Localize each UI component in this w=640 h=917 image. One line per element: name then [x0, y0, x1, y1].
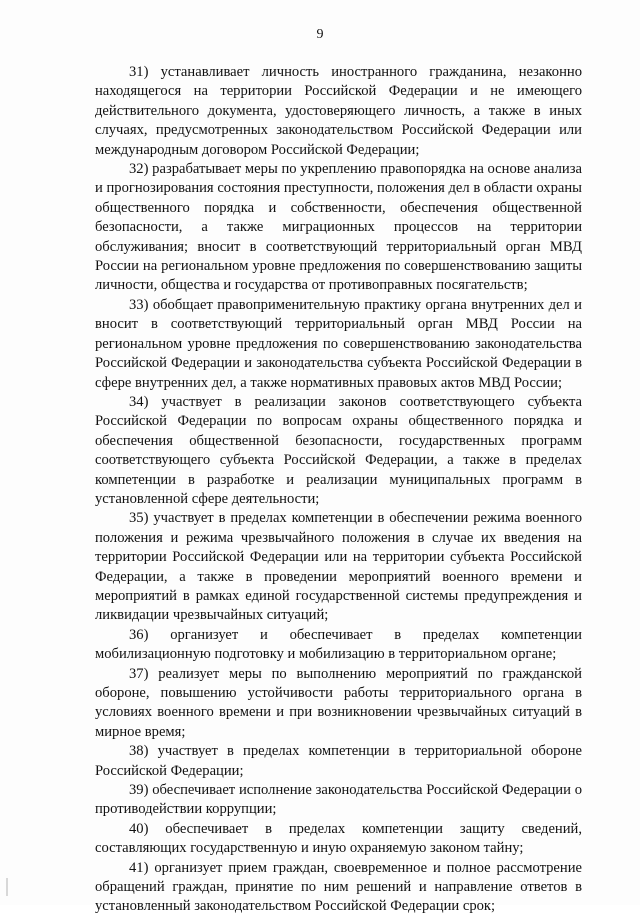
paragraph-40: 40) обеспечивает в пределах компетенции защиту сведений, составляющих государственную и иную охраняемую законом тайну; — [95, 820, 582, 857]
paragraph-33: 33) обобщает правоприменительную практику органа внутренних дел и вносит в соответствующий территориальный орган МВД России на региональном уровне предложения по совершенствованию законодательства Российской Федерации и законодательства субъекта Российской Федерации в сфере внутренних дел, а также нормативных правовых актов МВД России; — [95, 296, 582, 391]
paragraph-38: 38) участвует в пределах компетенции в территориальной обороне Российской Федерации; — [95, 743, 582, 779]
paragraph-32: 32) разрабатывает меры по укреплению правопорядка на основе анализа и прогнозирования состояния преступности, положения дел в области охраны общественного порядка и собственности, обеспечения общественной безопасности, а также миграционных процессов на территории обслуживания; вносит в соответствующий территориальный орган МВД России на региональном уровне предложения по совершенствованию защиты личности, общества и государства от противоправных посягательств; — [95, 161, 582, 294]
scan-edge-mark — [6, 878, 8, 896]
paragraph-39: 39) обеспечивает исполнение законодательства Российской Федерации о противодействии коррупции; — [95, 782, 582, 818]
page-number: 9 — [316, 27, 324, 42]
paragraph-31: 31) устанавливает личность иностранного гражданина, незаконно находящегося на территории Российской Федерации и не имеющего действительного документа, удостоверяющего личность, а также в иных случаях, предусмотренных законодательством Российской Федерации или международным договором Российской Федерации; — [95, 64, 582, 158]
paragraph-36: 36) организует и обеспечивает в пределах компетенции мобилизационную подготовку и мобилизацию в территориальном органе; — [95, 626, 582, 663]
paragraph-41: 41) организует прием граждан, своевременное и полное рассмотрение обращений граждан, принятие по ним решений и направление ответов в установленный законодательством Российской Федерации срок; — [95, 859, 582, 915]
document-body — [95, 63, 582, 917]
paragraph-37: 37) реализует меры по выполнению мероприятий по гражданской обороне, повышению устойчивости работы территориального органа в условиях военного времени и при возникновении чрезвычайных ситуаций в мирное время; — [95, 665, 582, 740]
paragraph-34: 34) участвует в реализации законов соответствующего субъекта Российской Федерации по вопросам охраны общественного порядка и обеспечения общественной безопасности, государственных программ соответствующего субъекта Российской Федерации, а также в пределах компетенции в разработке и реализации муниципальных программ в установленной сфере деятельности; — [95, 393, 582, 507]
paragraph-35: 35) участвует в пределах компетенции в обеспечении режима военного положения и режима чрезвычайного положения в случае их введения на территории Российской Федерации или на территории субъекта Российской Федерации, а также в проведении мероприятий военного времени и мероприятий в рамках единой государственной системы предупреждения и ликвидации чрезвычайных ситуаций; — [95, 510, 582, 624]
